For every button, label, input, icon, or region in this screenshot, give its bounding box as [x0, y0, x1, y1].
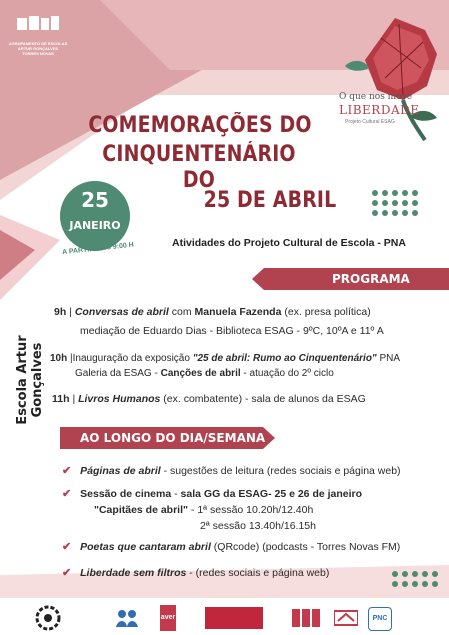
- activity-item: [62, 541, 400, 554]
- schedule-time: 11h: [52, 393, 70, 405]
- school-logo-line3: TORRES NOVAS: [22, 51, 54, 56]
- activity-item: [62, 567, 329, 580]
- school-logo-icon: [15, 14, 61, 36]
- aver-logo: [160, 605, 176, 631]
- pessoas-icon: [115, 607, 139, 629]
- schedule-title: Livros Humanos: [78, 393, 161, 405]
- schedule-item-11h: 11h | Livros Humanos (ex. combatente) - sala de alunos da ESAG: [52, 393, 366, 405]
- cinema-session-2: 2ª sessão 13.40h/16.15h: [200, 520, 316, 532]
- activity-text: - (redes sociais e página web): [186, 567, 330, 579]
- date-badge: [60, 181, 130, 251]
- schedule-text: Inauguração da exposição: [72, 353, 193, 364]
- footer-logos: [0, 603, 449, 635]
- check-icon: ✔: [62, 465, 72, 477]
- schedule-time: 9h: [54, 306, 67, 318]
- schedule-text: Galeria da ESAG -: [75, 368, 161, 379]
- schedule-text: PNA: [376, 353, 401, 364]
- activity-text: - sugestões de leitura (redes sociais e página web): [160, 465, 401, 477]
- schedule-text: - atuação do 2º ciclo: [240, 368, 334, 379]
- school-logo-line2: ARTUR GONÇALVES: [17, 46, 59, 51]
- title-line2: CINQUENTENÁRIO DO: [102, 142, 296, 193]
- school-logo: [6, 14, 70, 60]
- liberdade-word: LIBERDADE: [339, 103, 420, 117]
- session-time: 1ª sessão 10.20h/12.40h: [197, 504, 314, 516]
- title-line1: COMEMORAÇÕES DO: [88, 113, 312, 138]
- schedule-title: Canções de abril: [160, 368, 241, 379]
- escola-logo: [334, 609, 358, 627]
- activity-text: -: [171, 488, 181, 500]
- schedule-time: 10h: [50, 353, 68, 364]
- check-icon: ✔: [62, 488, 72, 500]
- schedule-item-10h: 10h |Inauguração da exposição "25 de abril: Rumo ao Cinquentenário" PNA: [50, 353, 401, 364]
- activity-detail: sala GG da ESAG- 25 e 26 de janeiro: [180, 488, 363, 500]
- activity-item: [62, 465, 401, 478]
- activity-text: (QRcode) (podcasts - Torres Novas FM): [210, 541, 401, 553]
- pnc-logo: [368, 607, 392, 631]
- activity-title: Páginas de abril: [80, 465, 161, 477]
- school-logo-line1: AGRUPAMENTO DE ESCOLAS: [8, 41, 68, 46]
- liberdade-tagline: O que nos move: [339, 92, 413, 102]
- ao-longo-banner: AO LONGO DO DIA/SEMANA: [80, 431, 266, 445]
- activity-title: Poetas que cantaram abril: [80, 541, 211, 553]
- dots-decoration-top: [372, 190, 418, 216]
- dots-decoration-bottom: [392, 571, 438, 587]
- activity-item: [62, 488, 362, 501]
- laco-icon: [35, 605, 61, 631]
- cinema-session-1: "Capitães de abril" - 1ª sessão 10.20h/12.40h: [94, 504, 314, 516]
- aver-logo-text: aver: [160, 614, 176, 621]
- schedule-title: "25 de abril: Rumo ao Cinquentenário": [192, 353, 377, 364]
- film-title: "Capitães de abril": [94, 504, 188, 516]
- schedule-item-9h-line2: mediação de Eduardo Dias - Biblioteca ESAG - 9ºC, 10ºA e 11º A: [80, 325, 384, 337]
- schedule-item-9h: 9h | Conversas de abril com Manuela Fazenda (ex. presa política): [54, 306, 371, 318]
- schedule-text: com: [168, 306, 195, 318]
- pnc-logo-text: PNC: [372, 615, 388, 622]
- schedule-guest: Manuela Fazenda: [194, 306, 282, 318]
- schedule-text: (ex. combatente) - sala de alunos da ESAG: [160, 393, 366, 405]
- rbe-logo: [292, 609, 322, 627]
- date-month: JANEIRO: [69, 219, 121, 232]
- date-day: 25: [81, 188, 109, 212]
- schedule-item-10h-line2: [75, 367, 334, 380]
- date-time: A PARTIR DAS 9:00 H: [61, 241, 135, 257]
- check-icon: ✔: [62, 541, 72, 553]
- schedule-title: Conversas de abril: [74, 306, 169, 318]
- schedule-text: (ex. presa política): [281, 306, 371, 318]
- title-line3: 25 DE ABRIL: [203, 188, 337, 213]
- side-label: Escola Artur Gonçalves: [15, 335, 45, 425]
- programa-banner: PROGRAMA: [332, 272, 410, 286]
- activity-title: Liberdade sem filtros: [80, 567, 187, 579]
- liberdade-sub: Projeto Cultural ESAG: [345, 119, 395, 125]
- bibliotecas-logo: [205, 607, 263, 629]
- check-icon: ✔: [62, 567, 72, 579]
- activity-title: Sessão de cinema: [80, 488, 172, 500]
- subtitle: Atividades do Projeto Cultural de Escola - PNA: [172, 237, 406, 249]
